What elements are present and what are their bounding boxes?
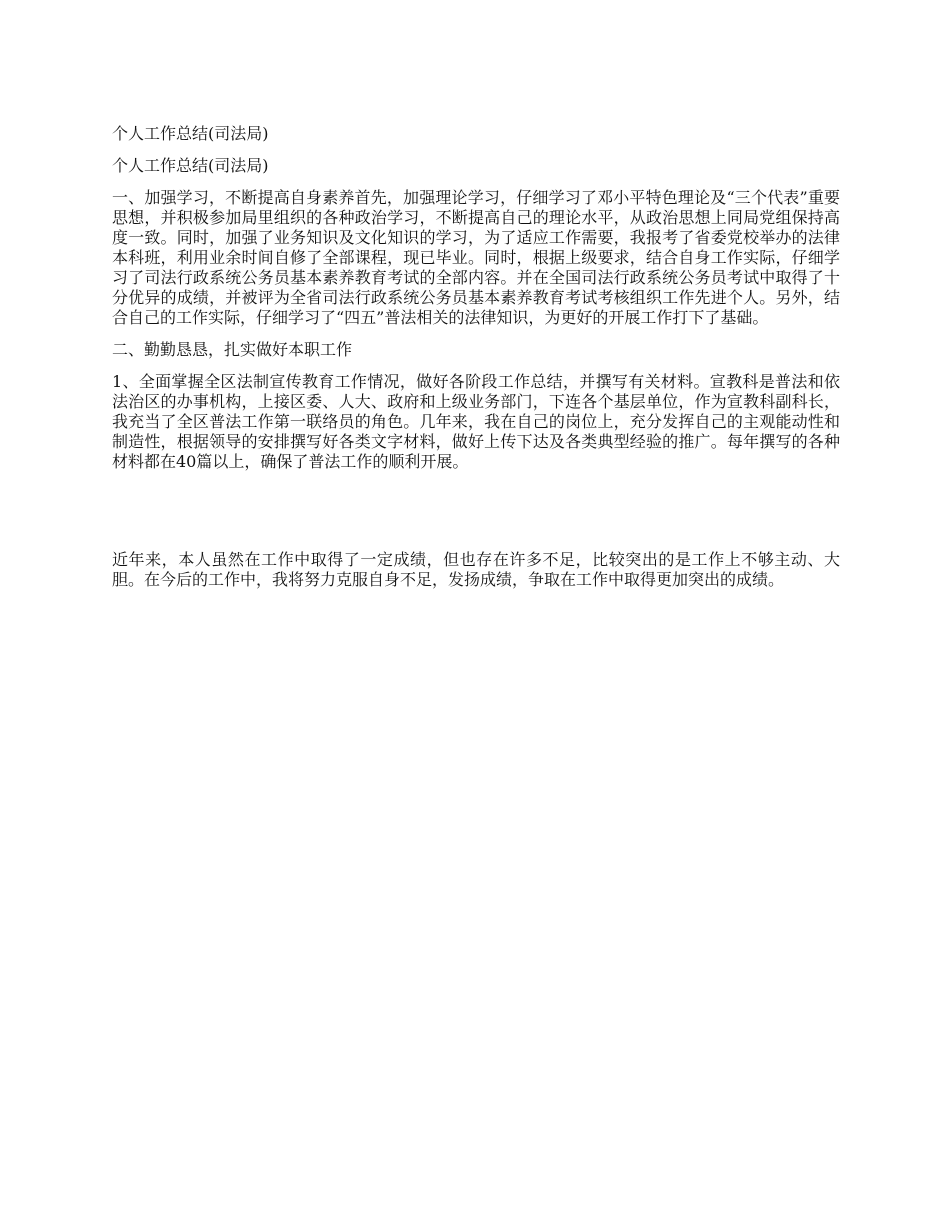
blank-gap bbox=[112, 484, 840, 550]
document-title: 个人工作总结(司法局) bbox=[112, 124, 269, 143]
document-subtitle: 个人工作总结(司法局) bbox=[112, 156, 269, 175]
document-body bbox=[112, 124, 840, 602]
paragraph-publicity-work: 1、全面掌握全区法制宣传教育工作情况，做好各阶段工作总结，并撰写有关材料。宣教科是普法和依法治区的办事机构，上接区委、人大、政府和上级业务部门，下连各个基层单位，作为宣教科副科长，我充当了全区普法工作第一联络员的角色。几年来，我在自己的岗位上，充分发挥自己的主观能动性和制造性，根据领导的安排撰写好各类文字材料，做好上传下达及各类典型经验的推广。每年撰写的各种材料都在40篇以上，确保了普法工作的顺利开展。 bbox=[112, 372, 840, 471]
paragraph-conclusion: 近年来，本人虽然在工作中取得了一定成绩，但也存在许多不足，比较突出的是工作上不够主动、大胆。在今后的工作中，我将努力克服自身不足，发扬成绩，争取在工作中取得更加突出的成绩。 bbox=[112, 550, 840, 589]
section-heading-duty: 二、勤勤恳恳，扎实做好本职工作 bbox=[112, 340, 353, 359]
paragraph-study: 一、加强学习，不断提高自身素养首先，加强理论学习，仔细学习了邓小平特色理论及“三个代表”重要思想，并积极参加局里组织的各种政治学习，不断提高自己的理论水平，从政治思想上同局党组保持高度一致。同时，加强了业务知识及文化知识的学习，为了适应工作需要，我报考了省委党校举办的法律本科班，利用业余时间自修了全部课程，现已毕业。同时，根据上级要求，结合自身工作实际，仔细学习了司法行政系统公务员基本素养教育考试的全部内容。并在全国司法行政系统公务员考试中取得了十分优异的成绩，并被评为全省司法行政系统公务员基本素养教育考试考核组织工作先进个人。另外，结合自己的工作实际，仔细学习了“四五”普法相关的法律知识，为更好的开展工作打下了基础。 bbox=[112, 188, 840, 327]
